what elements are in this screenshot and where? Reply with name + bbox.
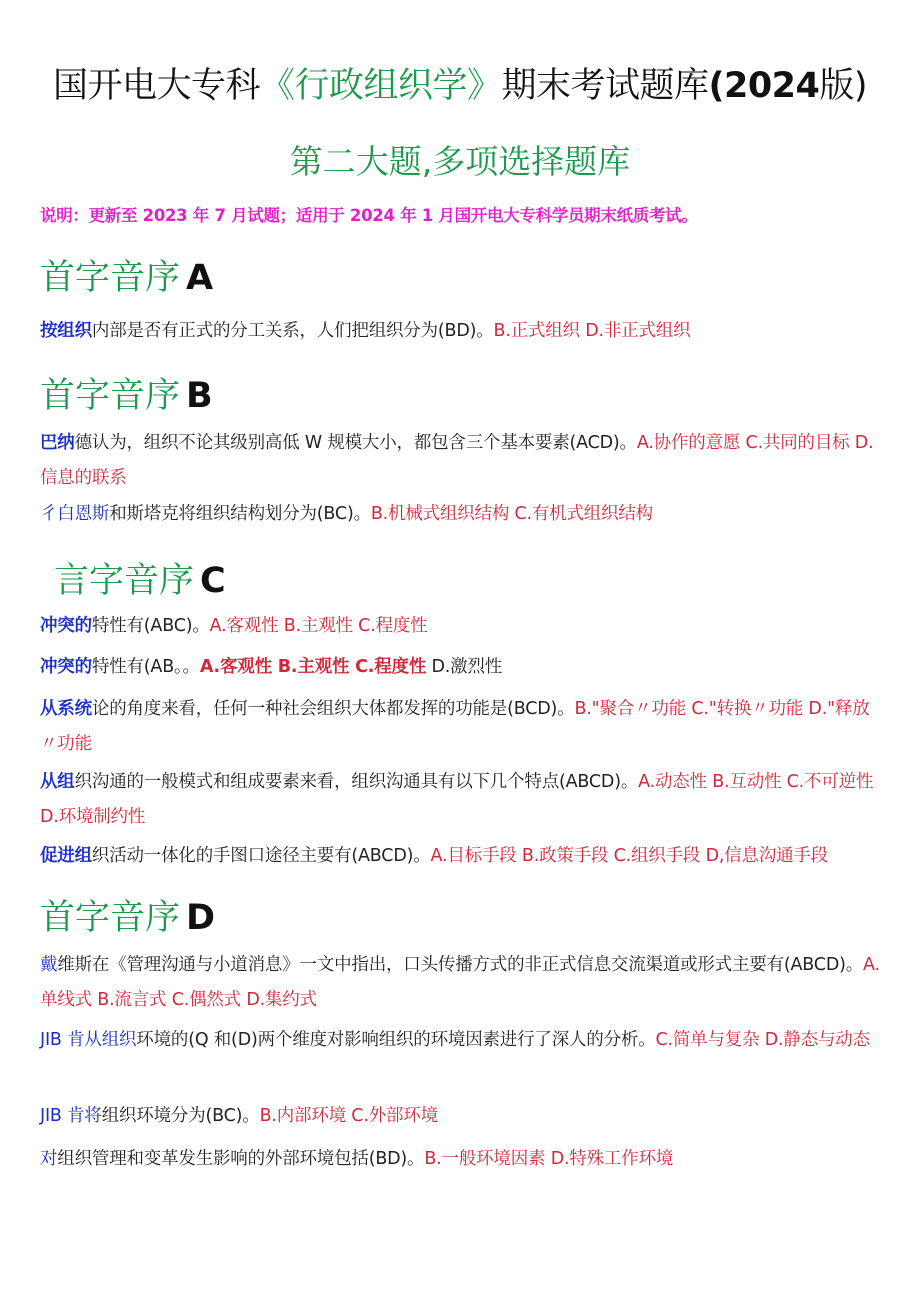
page-title [0, 58, 920, 108]
question-item [40, 1023, 885, 1058]
question-keyword: 从系统 [40, 699, 92, 719]
section-heading-c [54, 553, 226, 603]
question-keyword: 冲突的 [40, 616, 92, 636]
title-course-name: 《行政组织学》 [259, 66, 502, 106]
question-answer: A.客观性 B.主观性 C.程度性 [209, 616, 428, 636]
title-part-1: 国开电大专科 [52, 66, 260, 106]
section-letter: C [200, 561, 226, 601]
question-keyword: 戴 [40, 955, 58, 975]
section-heading-label: 首字音序 [40, 258, 181, 298]
section-letter: B [186, 376, 213, 416]
question-text: 德认为，组织不论其级别高低 W 规模大小，都包含三个基本要素(ACD)。 [74, 433, 637, 453]
question-text: 织活动一体化的手图口途径主要有(ABCD)。 [91, 846, 431, 866]
question-answer: A.协作的意愿 C.共同的目标 D.信息的联系 [40, 433, 874, 488]
question-text: 和斯塔克将组织结构划分为(BC)。 [109, 504, 371, 524]
question-item [40, 497, 885, 532]
question-text: 内部是否有正式的分工关系，人们把组织分为(BD)。 [91, 321, 494, 341]
question-answer: A.单线式 B.流言式 C.偶然式 D.集约式 [40, 955, 880, 1010]
question-item [40, 650, 885, 685]
question-item [40, 426, 885, 496]
question-keyword: 从组 [40, 772, 75, 792]
question-keyword: JIB 肯将 [40, 1106, 102, 1126]
question-text: 特性有(AB。。 [91, 657, 200, 677]
section-heading-label: 言字音序 [54, 561, 195, 601]
question-answer-extra: D.激烈性 [426, 657, 503, 677]
question-answer: A.目标手段 B.政策手段 C.组织手段 D,信息沟通手段 [430, 846, 829, 866]
question-answer: C.简单与复杂 D.静态与动态 [655, 1030, 870, 1050]
question-keyword: 冲突的 [40, 657, 92, 677]
question-item [40, 1142, 885, 1177]
question-answer: B.机械式组织结构 C.有机式组织结构 [370, 504, 653, 524]
section-heading-label: 首字音序 [40, 898, 181, 938]
question-item [40, 765, 885, 835]
question-text: 组织环境分为(BC)。 [101, 1106, 260, 1126]
question-answer: B.一般环境因素 D.特殊工作环境 [424, 1149, 674, 1169]
question-keyword: 对 [40, 1149, 58, 1169]
description-note: 说明：更新至 2023 年 7 月试题；适用于 2024 年 1 月国开电大专科学员期末纸质考试。 [40, 206, 698, 225]
section-letter: D [186, 898, 216, 938]
question-item [40, 839, 885, 874]
question-keyword: 彳白恩斯 [40, 504, 110, 524]
question-text: 织沟通的一般模式和组成要素来看，组织沟通具有以下几个特点(ABCD)。 [74, 772, 639, 792]
question-item [40, 1099, 885, 1134]
section-heading-label: 首字音序 [40, 376, 181, 416]
section-heading-b [40, 368, 213, 418]
section-letter: A [186, 258, 214, 298]
question-item [40, 692, 885, 762]
question-text: 论的角度来看，任何一种社会组织大体都发挥的功能是(BCD)。 [91, 699, 575, 719]
title-edition: 版) [819, 66, 868, 106]
section-heading-d [40, 890, 215, 940]
question-text: 组织管理和变革发生影响的外部环境包括(BD)。 [57, 1149, 425, 1169]
question-answer: A.动态性 B.互动性 C.不可逆性 D.环境制约性 [40, 772, 874, 827]
question-item [40, 609, 885, 644]
section-heading-a [40, 250, 213, 300]
question-answer-bold: A.客观性 B.主观性 C.程度性 [199, 657, 427, 677]
title-part-3: 期末考试题库 [501, 66, 709, 106]
question-keyword: JIB 肯从组织 [40, 1030, 137, 1050]
question-answer: B."聚合〃功能 C."转换〃功能 D."释放〃功能 [40, 699, 870, 754]
page-subtitle: 第二大题,多项选择题库 [289, 142, 631, 181]
question-keyword: 按组织 [40, 321, 92, 341]
question-keyword: 巴纳 [40, 433, 75, 453]
title-year: (2024 [708, 66, 820, 106]
question-text: 环境的(Q 和(D)两个维度对影响组织的环境因素进行了深人的分析。 [136, 1030, 656, 1050]
question-item [40, 314, 885, 349]
question-answer: B.内部环境 C.外部环境 [259, 1106, 438, 1126]
question-text: 维斯在《管理沟通与小道消息》一文中指出，口头传播方式的非正式信息交流渠道或形式主要有(ABCD)。 [57, 955, 864, 975]
question-keyword: 促进组 [40, 846, 92, 866]
question-item [40, 948, 885, 1018]
question-text: 特性有(ABC)。 [91, 616, 210, 636]
question-answer: B.正式组织 D.非正式组织 [493, 321, 691, 341]
